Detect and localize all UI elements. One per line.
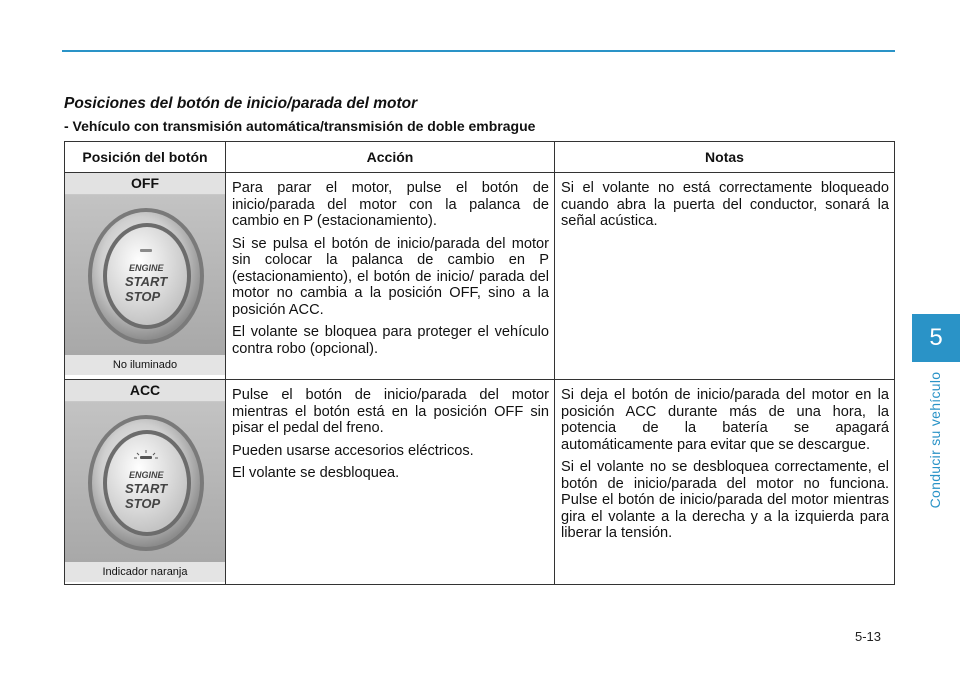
button-text-engine: ENGINE <box>129 470 164 480</box>
start-button-image-acc <box>65 402 225 562</box>
notes-cell-off <box>555 173 895 380</box>
chapter-title: Conducir su vehículo <box>927 371 943 509</box>
button-text-stop: STOP <box>125 496 161 511</box>
position-cell-acc <box>65 380 226 585</box>
start-button-image-off <box>65 195 225 355</box>
header-action: Acción <box>226 142 555 173</box>
table-header-row <box>65 142 895 173</box>
start-stop-button-icon <box>85 205 207 347</box>
button-text-start: START <box>125 274 168 289</box>
action-cell-off <box>226 173 555 380</box>
position-caption: Indicador naranja <box>65 562 225 582</box>
position-caption: No iluminado <box>65 355 225 375</box>
section-title: Posiciones del botón de inicio/parada del motor <box>64 95 418 112</box>
position-label: ACC <box>65 380 225 402</box>
notes-paragraph: Si deja el botón de inicio/parada del motor en la posición ACC durante más de una hora, la potencia de la batería se apagará automáticamente para evitar que se descargue. <box>561 387 889 453</box>
table-row <box>65 380 895 585</box>
chapter-number-tab: 5 <box>912 314 960 362</box>
action-paragraph: Pueden usarse accesorios eléctricos. <box>232 442 474 459</box>
chapter-title-side <box>921 370 951 510</box>
table-row <box>65 173 895 380</box>
header-rule <box>62 50 895 52</box>
section-subtitle: - Vehículo con transmisión automática/transmisión de doble embrague <box>64 118 536 134</box>
start-stop-button-icon <box>85 412 207 554</box>
action-paragraph: El volante se desbloquea. <box>232 465 400 481</box>
position-label: OFF <box>65 173 225 195</box>
page-number: 5-13 <box>855 629 882 644</box>
action-paragraph: Para parar el motor, pulse el botón de inicio/parada del motor con la palanca de cambio en P (estacionamiento). <box>232 180 549 229</box>
button-text-stop: STOP <box>125 289 161 304</box>
notes-cell-acc <box>555 380 895 585</box>
action-paragraph: Pulse el botón de inicio/parada del motor mientras el botón está en la posición OFF sin pisar el pedal del freno. <box>232 387 549 436</box>
action-paragraph: Si se pulsa el botón de inicio/parada del motor sin colocar la palanca de cambio en P (estacionamiento), el botón de inicio/ parada del motor no cambia a la posición OFF, sino a la posición ACC. <box>232 235 549 318</box>
button-text-start: START <box>125 481 168 496</box>
positions-table <box>64 141 895 585</box>
action-paragraph: El volante se bloquea para proteger el vehículo contra robo (opcional). <box>232 324 549 357</box>
notes-paragraph: Si el volante no se desbloquea correctamente, el botón de inicio/parada del motor no funciona. Pulse el botón de inicio/parada del motor mientras gira el volante a la derecha y a la izquierda para liberar la tensión. <box>561 459 889 541</box>
header-position: Posición del botón <box>65 142 226 173</box>
position-cell-off <box>65 173 226 380</box>
header-notes: Notas <box>555 142 895 173</box>
button-text-engine: ENGINE <box>129 263 164 273</box>
notes-paragraph: Si el volante no está correctamente bloqueado cuando abra la puerta del conductor, sonará la señal acústica. <box>561 180 889 229</box>
action-cell-acc <box>226 380 555 585</box>
